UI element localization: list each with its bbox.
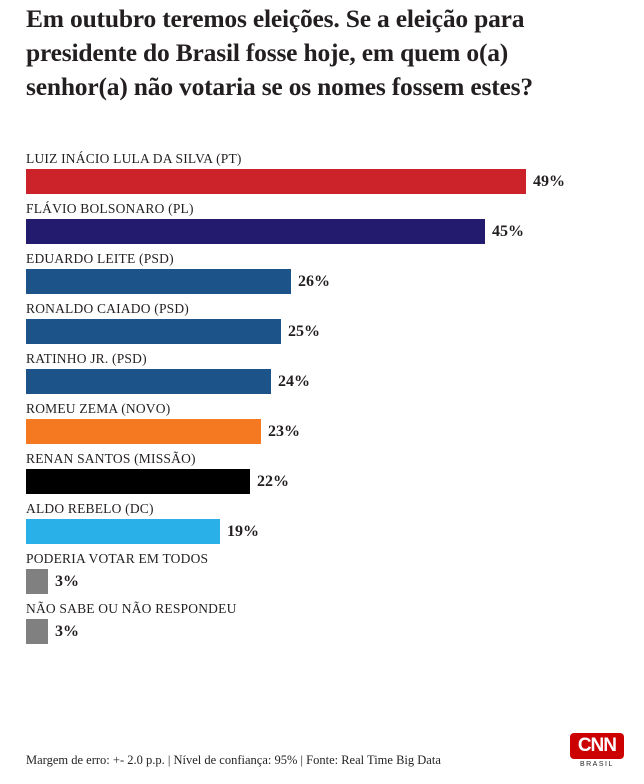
- bar-fill: [26, 219, 485, 244]
- bar-label: RONALDO CAIADO (PSD): [26, 301, 190, 316]
- bar-fill: [26, 569, 48, 594]
- bar-row: [26, 450, 630, 494]
- bar-value: 3%: [55, 572, 79, 590]
- cnn-brasil-logo: [570, 733, 624, 768]
- bar-value: 24%: [278, 372, 310, 390]
- bar-fill: [26, 619, 48, 644]
- headline-line-3: senhor(a) não votaria se os nomes fossem estes?: [26, 72, 533, 101]
- bar-value: 22%: [257, 472, 289, 490]
- bar-row: [26, 300, 630, 344]
- bar-chart: [0, 150, 644, 644]
- headline-line-2: presidente do Brasil fosse hoje, em quem o(a): [26, 38, 509, 67]
- bar-label: RENAN SANTOS (MISSÃO): [26, 451, 196, 466]
- bar-value: 26%: [298, 272, 330, 290]
- bar-value: 45%: [492, 222, 524, 240]
- bar-value: 25%: [288, 322, 320, 340]
- bar-label: NÃO SABE OU NÃO RESPONDEU: [26, 601, 237, 616]
- bar-row: [26, 400, 630, 444]
- bar-label: FLÁVIO BOLSONARO (PL): [26, 201, 194, 216]
- bar-row: [26, 350, 630, 394]
- bar-fill: [26, 269, 291, 294]
- bar-value: 19%: [227, 522, 259, 540]
- bar-row: [26, 550, 630, 594]
- page-title: [0, 0, 644, 104]
- bar-label: ALDO REBELO (DC): [26, 501, 154, 516]
- methodology-note: Margem de erro: +- 2.0 p.p. | Nível de confiança: 95% | Fonte: Real Time Big Data: [26, 753, 441, 767]
- cnn-logo-badge: CNN: [570, 733, 624, 759]
- bar-value: 49%: [533, 172, 565, 190]
- bar-fill: [26, 319, 281, 344]
- bar-fill: [26, 469, 250, 494]
- bar-label: PODERIA VOTAR EM TODOS: [26, 551, 209, 566]
- bar-row: [26, 500, 630, 544]
- bar-value: 23%: [268, 422, 300, 440]
- bar-row: [26, 600, 630, 644]
- bar-row: [26, 150, 630, 194]
- bar-fill: [26, 369, 271, 394]
- bar-label: RATINHO JR. (PSD): [26, 351, 147, 366]
- bar-fill: [26, 519, 220, 544]
- bar-value: 3%: [55, 622, 79, 640]
- headline-line-1: Em outubro teremos eleições. Se a eleição para: [26, 4, 525, 33]
- bar-fill: [26, 169, 526, 194]
- bar-label: LUIZ INÁCIO LULA DA SILVA (PT): [26, 151, 242, 166]
- bar-row: [26, 200, 630, 244]
- bar-fill: [26, 419, 261, 444]
- footer: [26, 733, 630, 768]
- bar-label: EDUARDO LEITE (PSD): [26, 251, 174, 266]
- bar-row: [26, 250, 630, 294]
- bar-label: ROMEU ZEMA (NOVO): [26, 401, 171, 416]
- cnn-logo-subtitle: BRASIL: [579, 761, 614, 768]
